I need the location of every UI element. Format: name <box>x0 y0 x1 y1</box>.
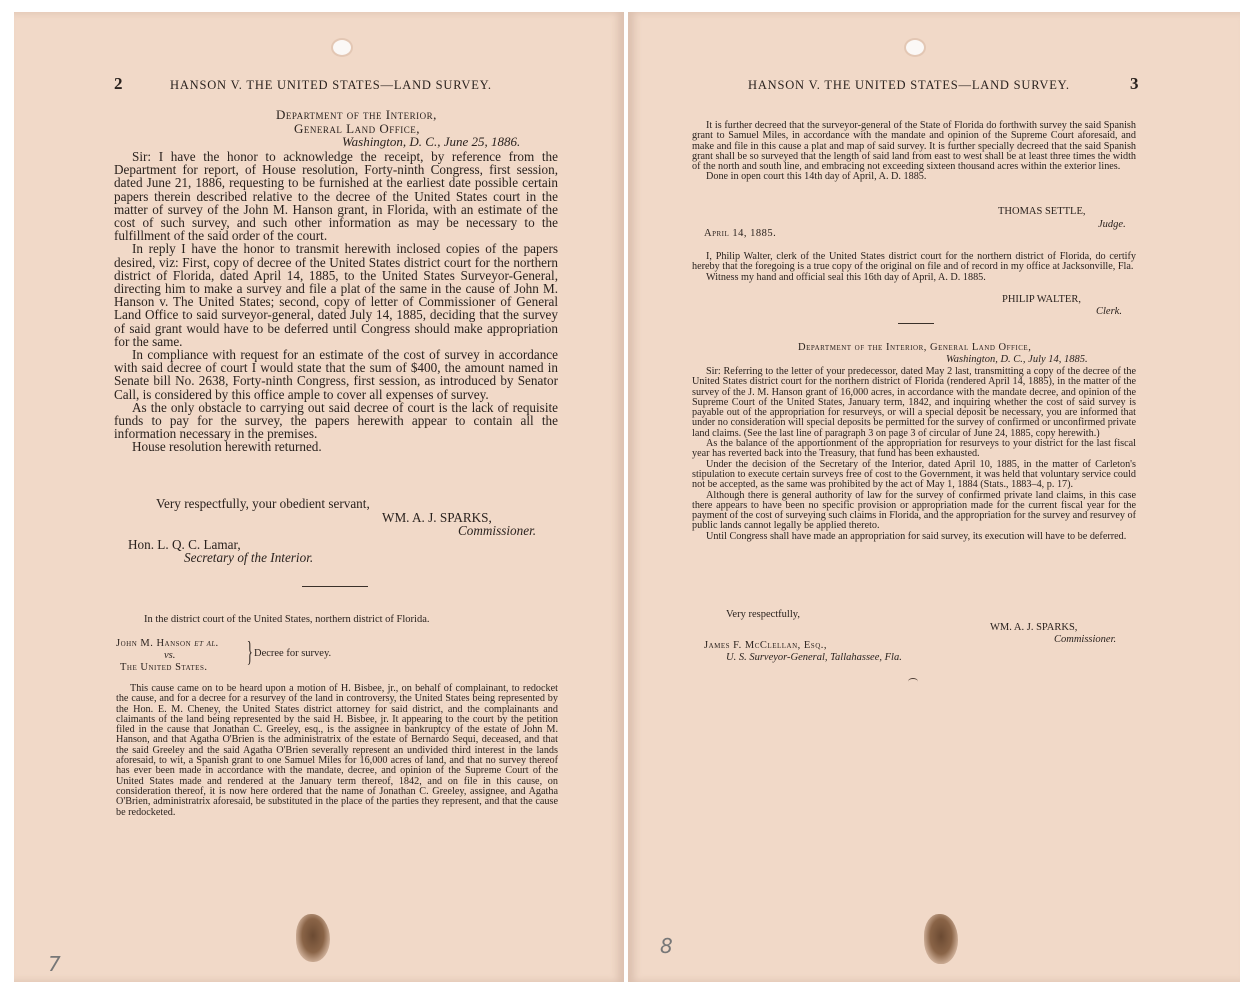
letter-paragraph: Sir: I have the honor to acknowledge the receipt, by reference from the Department for report, of House resolution, Forty-ninth Congress, first session, dated June 21, 1886, requesting to be furnished at the earliest date possible certain papers therein described relative to the decree of the United States court in the matter of survey of the John M. Hanson grant, in Florida, with an estimate of the cost of such survey, and such other information as may be necessary to the fulfillment of the said order of the court. <box>114 149 558 244</box>
letter-closing: Very respectfully, your obedient servant, <box>156 496 370 511</box>
decree-paragraph: Done in open court this 14th day of April, A. D. 1885. <box>706 171 927 183</box>
clerk-certificate <box>692 252 1136 283</box>
letter-office: General Land Office, <box>294 121 420 136</box>
pencil-mark: 7 <box>48 952 61 976</box>
letter-place-date: Washington, D. C., June 25, 1886. <box>342 134 521 149</box>
letter-addressee: Hon. L. Q. C. Lamar, <box>128 537 241 552</box>
section-divider <box>898 323 934 324</box>
letter-department: Department of the Interior, <box>276 107 437 122</box>
letter-paragraph: As the balance of the apportionment of the appropriation for resurveys to your district for the last fiscal year has reverted back into the Treasury, that fund has been exhausted. <box>692 438 1136 460</box>
page-number: 3 <box>1130 74 1139 93</box>
section-divider <box>302 586 368 587</box>
judge-name: THOMAS SETTLE, <box>998 206 1086 217</box>
decree-text <box>116 684 558 818</box>
case-brace: } <box>246 637 253 668</box>
letter-signer-title: Commissioner. <box>458 523 537 538</box>
running-head: HANSON V. THE UNITED STATES—LAND SURVEY. <box>748 78 1070 92</box>
ink-stain <box>924 914 958 964</box>
letter-closing: Very respectfully, <box>726 609 800 620</box>
clerk-title: Clerk. <box>1096 306 1122 317</box>
letter-paragraph: Although there is general authority of law for the survey of confirmed private land claims, in this case there appears to have been no specific provision or appropriation made for the current fiscal year for the payment of the cost of surveying such claims in Florida, and the appropriation for the survey and resurvey of public lands cannot legally be applied thereto. <box>692 489 1136 532</box>
certificate-paragraph: I, Philip Walter, clerk of the United States district court for the northern district of Florida, do certify hereby that the foregoing is a true copy of the original on file and of record in my office at Jacksonville, Fla. <box>692 251 1136 273</box>
letter-addressee-title: U. S. Surveyor-General, Tallahassee, Fla. <box>726 652 902 663</box>
page-number: 2 <box>114 74 123 93</box>
clerk-name: PHILIP WALTER, <box>1002 294 1081 305</box>
letter-addressee: James F. McClellan, Esq., <box>704 640 827 651</box>
decree-paragraph: This cause came on to be heard upon a motion of H. Bisbee, jr., on behalf of complainant, to redocket the cause, and for a decree for a resurvey of the land in controversy, the United States being represented by the Hon. E. M. Cheney, the United States district attorney for said district, and the complainants and claimants of the land being represented by the said H. Bisbee, jr. It appearing to the court by the petition filed in the cause that Jonathan C. Greeley, esq., is the assignee in bankruptcy of the estate of John M. Hanson, and that Agatha O'Brien is the administratrix of the estate of Bernardo Sequi, deceased, and that the said Greeley and the said Agatha O'Brien severally represent an undivided third interest in the lands aforesaid, to wit, a Spanish grant to one Samuel Miles for 16,000 acres of land, and that no survey thereof has ever been made in accordance with the mandate, decree, and opinion of the Supreme Court of the United States made and rendered at the January term thereof, 1842, and on file in this cause, on consideration thereof, it is now here ordered that the name of Jonathan C. Greeley, assignee, and Agatha O'Brien, administratrix aforesaid, be substituted in the place of the parties they represent, and that the cause be redocketed. <box>116 683 558 818</box>
letter-addressee-title: Secretary of the Interior. <box>184 550 314 565</box>
decree-continued <box>692 121 1136 183</box>
ink-stain <box>296 914 330 962</box>
case-vs: vs. <box>164 650 176 661</box>
letter-paragraph: In compliance with request for an estimate of the cost of survey in accordance with said decree of court I would state that the sum of $400, the amount named in Senate bill No. 2638, Forty-ninth Congress, first session, as introduced by Senator Call, is considered by this office ample to cover all expenses of survey. <box>114 347 558 402</box>
plaintiff-et-al: et al. <box>194 638 219 649</box>
plaintiff-name: John M. Hanson <box>116 638 192 649</box>
punch-hole <box>333 40 351 55</box>
letter-paragraph: As the only obstacle to carrying out said decree of court is the lack of requisite funds to pay for the survey, the papers herewith appear to contain all the information necessary in the premises. <box>114 399 558 442</box>
left-page <box>14 12 624 982</box>
certificate-paragraph: Witness my hand and official seal this 16th day of April, A. D. 1885. <box>706 271 986 283</box>
letter-body <box>692 367 1136 542</box>
decree-paragraph: It is further decreed that the surveyor-general of the State of Florida do forthwith survey the said Spanish grant to Samuel Miles, in accordance with the mandate and opinion of the Supreme Court aforesaid, and make and file in this cause a plat and map of said survey. It is further specially decreed that the said Spanish grant shall be so surveyed that the length of said land from east to west shall be at least three times the width of the north and south line, and embracing not exceeding sixteen thousand acres within the exterior lines. <box>692 120 1136 173</box>
letter-signer: WM. A. J. SPARKS, <box>990 622 1078 633</box>
letter-signer-title: Commissioner. <box>1054 634 1117 645</box>
running-head: HANSON V. THE UNITED STATES—LAND SURVEY. <box>170 78 492 92</box>
letter-body <box>114 150 558 454</box>
judge-title: Judge. <box>1098 219 1126 230</box>
type-ornament <box>908 678 918 685</box>
right-page <box>628 12 1240 982</box>
decree-date: April 14, 1885. <box>704 228 777 239</box>
case-defendant: The United States. <box>120 662 208 673</box>
letter-paragraph: Until Congress shall have made an appropriation for said survey, its execution will have to be deferred. <box>706 530 1127 542</box>
case-plaintiff <box>116 638 219 649</box>
court-heading: In the district court of the United States, northern district of Florida. <box>144 614 430 625</box>
letter-place-date: Washington, D. C., July 14, 1885. <box>946 354 1088 365</box>
letter-signer: WM. A. J. SPARKS, <box>382 510 492 525</box>
punch-hole <box>906 40 924 55</box>
letter-paragraph: House resolution herewith returned. <box>132 439 322 455</box>
pencil-mark: 8 <box>660 934 673 958</box>
letter-paragraph: In reply I have the honor to transmit herewith inclosed copies of the papers desired, viz: First, copy of decree of the United States district court for the northern district of Florida, dated April 14, 1885, to the United States Surveyor-General, directing him to make a survey and file a plat of the same in the cause of John M. Hanson v. The United States; second, copy of letter of Commissioner of General Land Office to said surveyor-general, dated July 14, 1885, deciding that the survey of said grant would have to be deferred until Congress should make appropriation for the same. <box>114 241 558 349</box>
case-label: Decree for survey. <box>254 648 332 659</box>
letter-department: Department of the Interior, General Land Office, <box>798 342 1032 353</box>
letter-paragraph: Under the decision of the Secretary of the Interior, dated April 10, 1885, in the matter of Carleton's stipulation to execute certain surveys free of cost to the Government, it was held that voluntary service could not be accepted, as the same was prohibited by the act of May 1, 1884 (Stats., 1883–4, p. 17). <box>692 458 1136 491</box>
letter-paragraph: Sir: Referring to the letter of your predecessor, dated May 2 last, transmitting a copy of the decree of the United States district court for the northern district of Florida (rendered April 14, 1885), in the matter of the survey of the J. M. Hanson grant of 16,000 acres, in accordance with the mandate decree, and opinion of the Supreme Court of the United States, January term, 1842, and inquiring whether the cost of said survey is payable out of the appropriation for resurveys, or will a special deposit be necessary, you are informed that under no consideration will special deposits be permitted for the survey of confirmed or unconfirmed private land claims. (See the last line of paragraph 3 on page 3 of circular of June 24, 1885, copy herewith.) <box>692 366 1136 439</box>
